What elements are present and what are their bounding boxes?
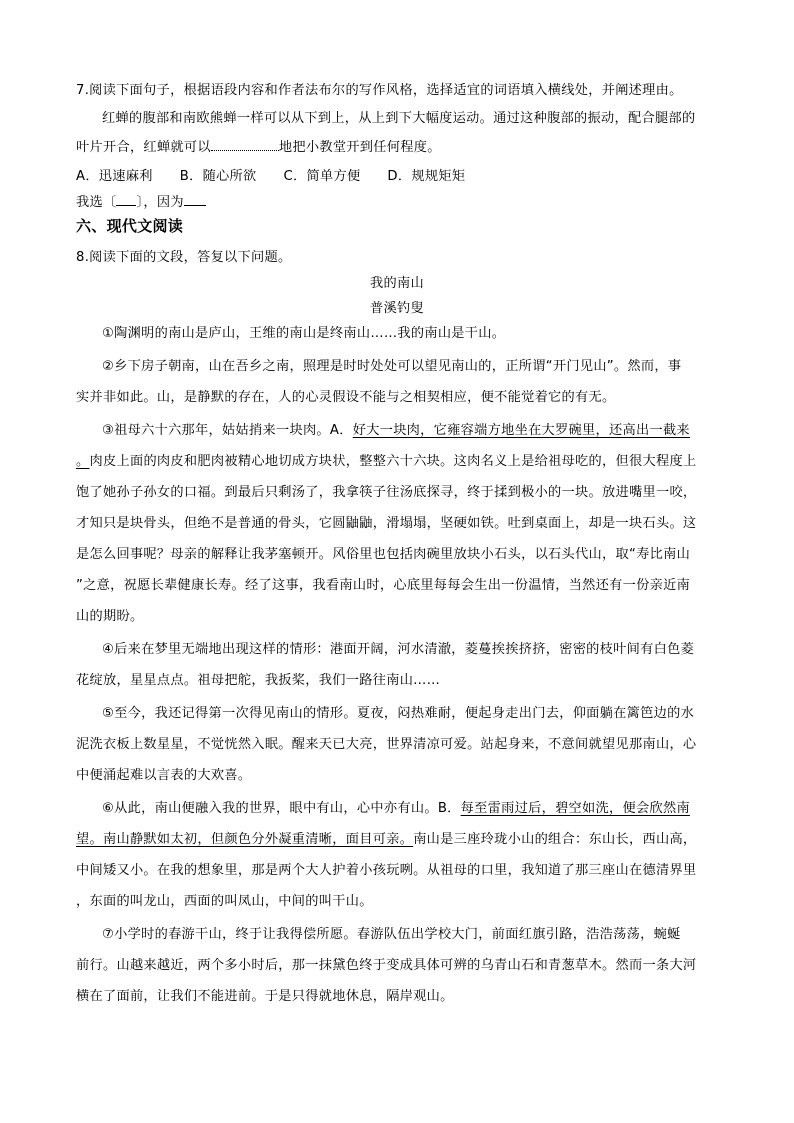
paragraph-4-line: ④后来在梦里无端地出现这样的情形：港面开阔，河水清澈，菱蔓挨挨挤挤，密密的枝叶间有白色菱 <box>102 642 695 657</box>
underlined-sentence-b: 望。南山静默如太初，但颜色分外凝重清晰，面目可亲。 <box>76 832 414 847</box>
q7-answer-line <box>76 193 206 213</box>
paragraph-3-line: 山的期盼。 <box>76 609 144 624</box>
paragraph-3-line: 才知只是块骨头，但绝不是普通的骨头，它圆鼬鼬，滑塌塌，坚硬如铁。吐到桌面上，却是一块石头。这 <box>76 516 697 531</box>
paragraph-2-line: ②乡下房子朝南，山在吾乡之南，照理是时时处处可以望见南山的，正所谓“开门见山”。然而，事 <box>102 359 682 374</box>
paragraph-6-line <box>76 830 696 850</box>
underlined-sentence-a: 好大一块肉，它雍容端方地坐在大罗碗里，还高出一截来 <box>352 423 690 438</box>
paragraph-7-line: 前行。山越来越近，两个多小时后，那一抹黛色终于变成具体可辨的乌青山石和青葱草木。然而一条大河 <box>76 958 697 973</box>
paragraph-2-line: 实并非如此。山，是静默的存在，人的心灵假设不能与之相契相应，便不能觉着它的有无。 <box>76 390 616 405</box>
q7-passage-line <box>76 138 441 158</box>
paragraph-5-line: 中便涌起难以言表的大欢喜。 <box>76 768 252 783</box>
paragraph-7-line: 横在了面前，让我们不能进前。于是只得就地休息，隔岸观山。 <box>76 989 454 1004</box>
paragraph-5-line: 泥洗衣板上数星星，不觉恍然入眠。醒来天已大亮，世界清凉可爱。站起身来，不意间就望见那南山，心 <box>76 737 697 752</box>
q7-options: A．迅速麻利 B．随心所欲 C．简单方便 D．规规矩矩 <box>76 169 466 184</box>
paragraph-3-line <box>76 452 696 472</box>
paragraph-text: ⑥从此，南山便融入我的世界，眼中有山，心中亦有山。B． <box>102 801 461 816</box>
answer-label: 我选〔 <box>76 195 117 210</box>
paragraph-text: 南山是三座玲珑小山的组合：东山长，西山高， <box>413 832 697 847</box>
paragraph-4-line: 花绽放，星星点点。祖母把舵，我扳桨，我们一路往南山…… <box>76 673 441 688</box>
article-author: 普溪钓叟 <box>370 301 424 316</box>
q7-text: 叶片开合，红蝉就可以 <box>76 140 211 155</box>
underlined-sentence-a: 。 <box>76 454 90 469</box>
paragraph-6-line: 中间矮又小。在我的想象里，那是两个大人护着小孩玩咧。从祖母的口里，我知道了那三座山在德清界里 <box>76 863 697 878</box>
q7-passage-line: 红蝉的腹部和南欧熊蝉一样可以从下到上，从上到下大幅度运动。通过这种腹部的振动，配合腿部的 <box>102 111 696 126</box>
reason-blank <box>184 193 206 206</box>
paragraph-text: 肉皮上面的肉皮和肥肉被精心地切成方块状，整整六十六块。这肉名义上是给祖母吃的，但很大程度上 <box>89 454 697 469</box>
paragraph-6-line <box>102 799 690 819</box>
paragraph-5-line: ⑤至今，我还记得第一次得见南山的情形。夏夜，闷热难耐，便起身走出门去，仰面躺在篱笆边的水 <box>102 706 695 721</box>
underlined-sentence-b: 每至雷雨过后，碧空如洗，便会欣然南 <box>460 801 690 816</box>
article-title: 我的南山 <box>370 276 424 291</box>
paragraph-3-line: 饱了她孙子孙女的口福。到最后只剩汤了，我拿筷子往汤底探寻，终于揉到极小的一块。放进嘴里一咬， <box>76 485 697 500</box>
answer-label: 〕，因为 <box>136 195 184 210</box>
fill-blank <box>211 138 279 151</box>
paragraph-3-line: 是怎么回事呢？母亲的解释让我茅塞顿开。风俗里也包括肉碗里放块小石头，以石头代山，取“寿比南山 <box>76 547 691 562</box>
paragraph-text: ③祖母六十六那年，姑姑捎来一块肉。A． <box>102 423 353 438</box>
paragraph-3-line <box>102 421 690 441</box>
q7-text: 地把小教堂开到任何程度。 <box>278 140 441 155</box>
paragraph-3-line: ”之意，祝愿长辈健康长寿。经了这事，我看南山时，心底里每每会生出一份温情，当然还有一份亲近南 <box>76 578 691 593</box>
q7-prompt: 7.阅读下面句子，根据语段内容和作者法布尔的写作风格，选择适宜的词语填入横线处，并阐述理由。 <box>76 83 683 98</box>
paragraph-1: ①陶渊明的南山是庐山，王维的南山是终南山……我的南山是干山。 <box>102 326 506 341</box>
paragraph-6-line: ，东面的叫龙山，西面的叫凤山，中间的叫干山。 <box>76 894 373 909</box>
section-heading: 六、现代文阅读 <box>76 217 184 235</box>
answer-blank <box>116 193 136 206</box>
q8-prompt: 8.阅读下面的文段，答复以下问题。 <box>76 250 292 265</box>
paragraph-7-line: ⑦小学时的春游干山，终于让我得偿所愿。春游队伍出学校大门，前面红旗引路，浩浩荡荡，蜿蜒 <box>102 927 681 942</box>
